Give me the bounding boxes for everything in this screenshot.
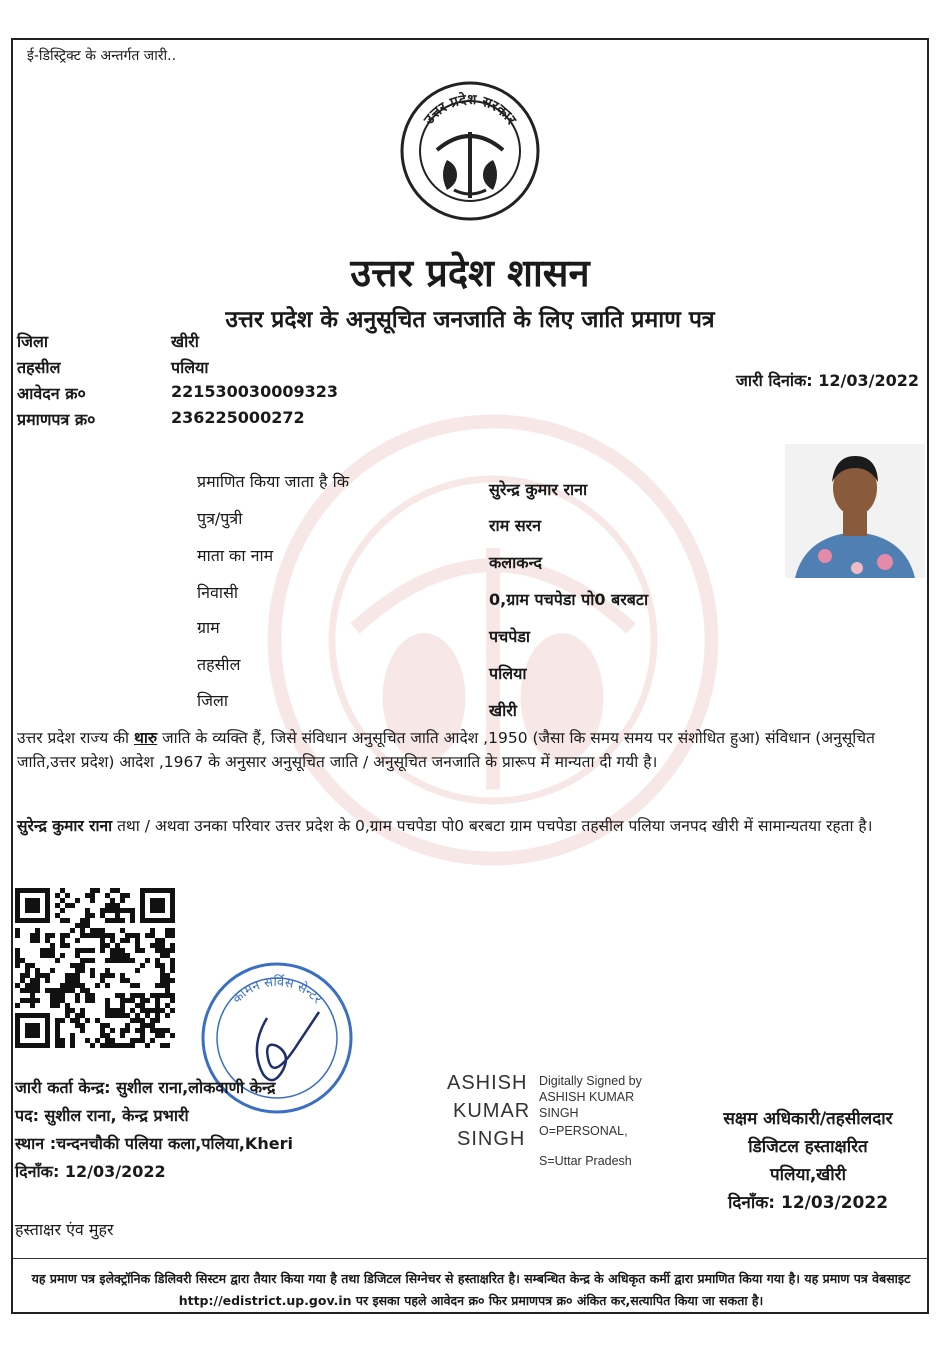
signature-and-seal-label: हस्ताक्षर एंव मुहर xyxy=(15,1220,114,1239)
person-photo-icon xyxy=(785,444,925,578)
signature-detail: SINGH xyxy=(539,1106,579,1120)
residence-value: 0,ग्राम पचपेडा पो0 बरबटा xyxy=(489,590,649,609)
tehsil-detail-value: पलिया xyxy=(489,664,527,683)
qr-code-icon xyxy=(15,888,175,1048)
up-government-emblem-icon xyxy=(399,80,541,222)
issuer-place: स्थान :चन्दनचौकी पलिया कला,पलिया,Kheri xyxy=(15,1134,293,1153)
father-name: राम सरन xyxy=(489,516,542,535)
district-label: जिला xyxy=(17,332,49,351)
government-title: उत्तर प्रदेश शासन xyxy=(350,251,590,295)
application-number-label: आवेदन क्र० xyxy=(17,384,86,403)
signature-detail: ASHISH KUMAR xyxy=(539,1090,635,1104)
detail-label: पुत्र/पुत्री xyxy=(197,509,243,528)
issue-date xyxy=(736,369,919,391)
detail-label: जिला xyxy=(197,691,229,710)
footer-divider xyxy=(13,1258,927,1259)
mother-name: कलाकन्द xyxy=(489,553,543,572)
tehsil-label: तहसील xyxy=(17,358,61,377)
detail-label: ग्राम xyxy=(197,618,220,637)
detail-label: निवासी xyxy=(197,583,239,602)
tehsil-value: पलिया xyxy=(171,358,209,377)
district-detail-value: खीरी xyxy=(489,701,517,720)
stamp-text: कामन सर्विस सेन्टर xyxy=(229,974,325,1007)
certificate-number-value: 236225000272 xyxy=(171,408,305,427)
detail-label: प्रमाणित किया जाता है कि xyxy=(197,472,350,491)
authority-title: सक्षम अधिकारी/तहसीलदार xyxy=(723,1109,893,1129)
issued-under-note: ई-डिस्ट्रिक्ट के अन्तर्गत जारी.. xyxy=(27,48,177,64)
issue-date-value: 12/03/2022 xyxy=(818,371,919,390)
issuing-centre: जारी कर्ता केन्द्र: सुशील राना,लोकवाणी केन्द्र xyxy=(15,1078,276,1097)
para1-start: उत्तर प्रदेश राज्य की xyxy=(17,729,134,747)
footer-note: यह प्रमाण पत्र इलेक्ट्रॉनिक डिलिवरी सिस्टम द्वारा तैयार किया गया है तथा डिजिटल सिग्नेचर से हस्ताक्षरित है। सम्बन्धित केन्द्र के अधिकृत कर्मी द्वारा प्रमाणित किया गया है। यह प्रमाण पत्र वेबसाइट http://edistrict.up.gov.in पर इसका पहले आवेदन क्र० फिर प्रमाणपत्र क्र० अंकित कर,सत्यापित किया जा सकता है। xyxy=(31,1271,911,1308)
issuer-post: पद: सुशील राना, केन्द्र प्रभारी xyxy=(15,1106,189,1125)
applicant-photo xyxy=(785,444,925,578)
certificate-number-label: प्रमाणपत्र क्र० xyxy=(17,410,96,429)
detail-label: माता का नाम xyxy=(197,546,274,565)
emblem-text: उत्तर प्रदेश सरकार xyxy=(421,91,520,128)
authority-date: दिनाँक: 12/03/2022 xyxy=(727,1193,889,1213)
caste-name: थारु xyxy=(133,729,158,747)
certification-paragraph xyxy=(17,726,925,774)
para1-end: जाति के व्यक्ति हैं, जिसे संविधान अनुसूचित जाति आदेश ,1950 (जैसा कि समय समय पर संशोधित हुआ) संविधान (अनुसूचित जाति,उत्तर प्रदेश) आदेश ,1967 के अनुसार अनुसूचित जाति / अनुसूचित जनजाति के प्रारूप में मान्यता दी गयी है। xyxy=(17,729,875,771)
residence-paragraph xyxy=(17,814,925,838)
signer-name-line2: KUMAR xyxy=(453,1100,531,1122)
signer-name-line3: SINGH xyxy=(457,1128,526,1150)
authority-place: पलिया,खीरी xyxy=(770,1165,846,1185)
village-value: पचपेडा xyxy=(489,627,531,646)
signature-detail: S=Uttar Pradesh xyxy=(539,1154,632,1168)
svg-text:कामन सर्विस सेन्टर xyxy=(230,974,325,1008)
district-value: खीरी xyxy=(171,332,199,351)
certificate-title: उत्तर प्रदेश के अनुसूचित जनजाति के लिए जाति प्रमाण पत्र xyxy=(225,307,715,333)
authority-sign: डिजिटल हस्ताक्षरित xyxy=(748,1137,868,1157)
para2-rest: तथा / अथवा उनका परिवार उत्तर प्रदेश के 0,ग्राम पचपेडा पो0 बरबटा ग्राम पचपेडा तहसील पलिया जनपद खीरी में सामान्यतया रहता है। xyxy=(112,817,873,835)
issuer-date: दिनाँक: 12/03/2022 xyxy=(15,1162,166,1181)
digital-signature xyxy=(447,1070,687,1180)
signature-detail: O=PERSONAL, xyxy=(539,1124,628,1138)
application-number-value: 221530030009323 xyxy=(171,382,338,401)
applicant-name: सुरेन्द्र कुमार राना xyxy=(489,480,588,499)
certificate-page xyxy=(11,38,929,1314)
issue-date-label: जारी दिनांक: xyxy=(736,371,813,390)
signature-detail: Digitally Signed by xyxy=(539,1074,642,1088)
signer-name-line1: ASHISH xyxy=(447,1072,528,1094)
detail-label: तहसील xyxy=(197,655,241,674)
para2-name: सुरेन्द्र कुमार राना xyxy=(17,817,113,835)
